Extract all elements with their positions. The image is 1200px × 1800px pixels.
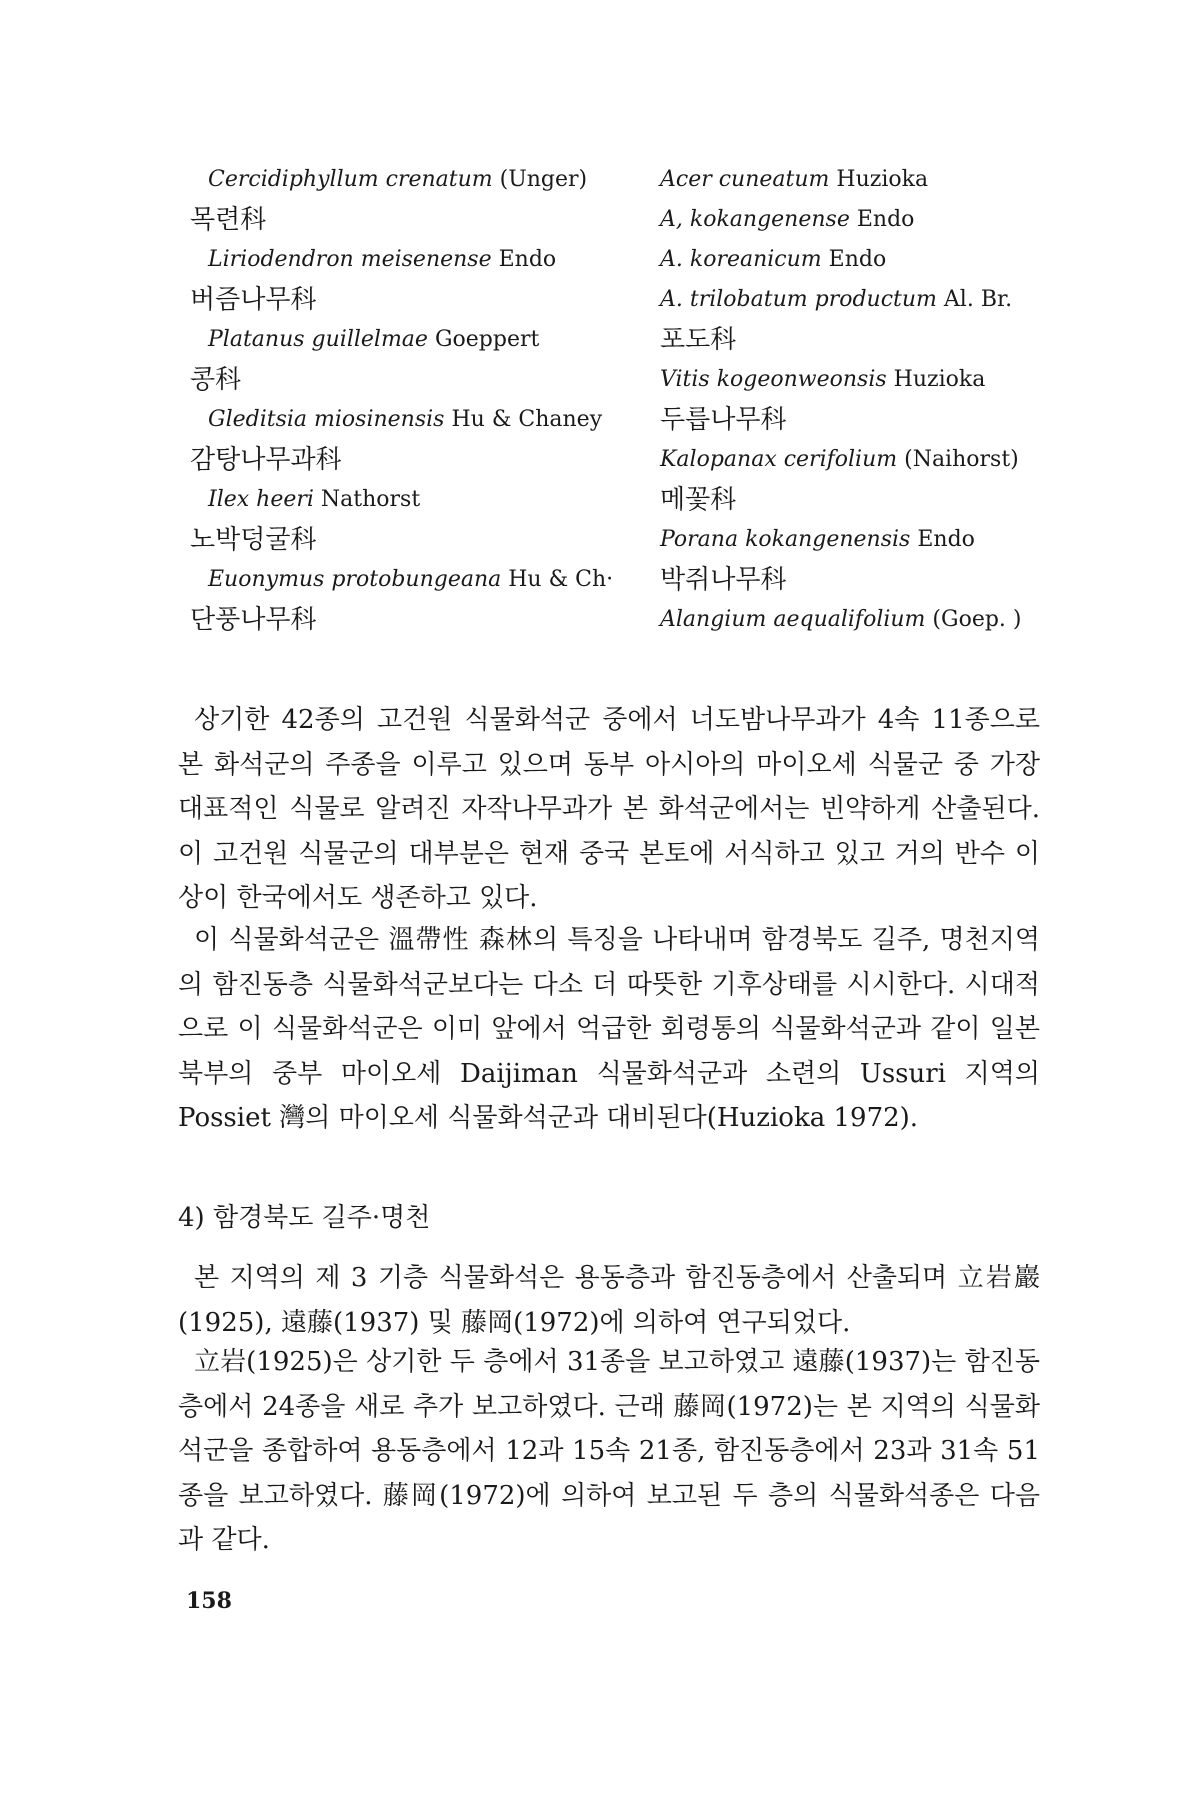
species-entry: Ilex heeri Nathorst [208,487,421,512]
species-list-left [190,160,614,640]
species-entry: A. koreanicum Endo [660,247,887,272]
family-heading: 두릅나무科 [660,405,787,435]
paragraph-text: 立岩(1925)은 상기한 두 층에서 31종을 보고하였고 遠藤(1937)는 함진동층에서 24종을 새로 추가 보고하였다. 근래 藤岡(1972)는 본 지역의 식물화석군을 종합하여 용동층에서 12과 15속 21종, 함진동층에서 23과 31속 51종을 보고하였다. 藤岡(1972)에 의하여 보고된 두 층의 식물화석종은 다음과 같다. [178,1347,1040,1555]
species-entry: Cercidiphyllum crenatum (Unger) [208,167,588,192]
species-entry: Kalopanax cerifolium (Naihorst) [660,447,1019,472]
paragraph-reports [178,1340,1040,1563]
family-heading: 단풍나무科 [190,605,317,635]
paragraph-text: 본 지역의 제 3 기층 식물화석은 용동층과 함진동층에서 산출되며 立岩巖(1925), 遠藤(1937) 및 藤岡(1972)에 의하여 연구되었다. [178,1263,1040,1338]
species-entry: Porana kokangenensis Endo [660,527,975,552]
species-entry: Vitis kogeonweonsis Huzioka [660,367,986,392]
paragraph-climate [178,918,1040,1141]
family-heading: 콩科 [190,365,242,395]
family-heading: 메꽃科 [660,485,737,515]
section-heading: 4) 함경북도 길주·명천 [178,1203,431,1233]
species-entry: Acer cuneatum Huzioka [660,167,929,192]
family-heading: 감탕나무과科 [190,445,342,475]
family-heading: 노박덩굴科 [190,525,317,555]
family-heading: 포도科 [660,325,737,355]
paragraph-text: 상기한 42종의 고건원 식물화석군 중에서 너도밤나무과가 4속 11종으로 본 화석군의 주종을 이루고 있으며 동부 아시아의 마이오세 식물군 중 가장 대표적인 식물로 알려진 자작나무과가 본 화석군에서는 빈약하게 산출된다. 이 고건원 식물군의 대부분은 현재 중국 본토에 서식하고 있고 거의 반수 이상이 한국에서도 생존하고 있다. [178,705,1040,913]
family-heading: 박쥐나무科 [660,565,787,595]
species-entry: Alangium aequalifolium (Goep. ) [660,607,1022,632]
species-list-right [660,160,1060,640]
species-entry: A, kokangenense Endo [660,207,915,232]
species-entry: Platanus guillelmae Goeppert [208,327,540,352]
species-entry: Gleditsia miosinensis Hu & Chaney [208,407,603,432]
species-entry: Liriodendron meisenense Endo [208,247,557,272]
page-number: 158 [186,1588,232,1614]
family-heading: 목련科 [190,205,267,235]
species-entry: Euonymus protobungeana Hu & Ch· [208,567,614,592]
paragraph-region [178,1256,1040,1345]
paragraph-summary [178,698,1040,921]
species-entry: A. trilobatum productum Al. Br. [660,287,1013,312]
family-heading: 버즘나무科 [190,285,317,315]
paragraph-text: 이 식물화석군은 溫帶性 森林의 특징을 나타내며 함경북도 길주, 명천지역의 함진동층 식물화석군보다는 다소 더 따뜻한 기후상태를 시시한다. 시대적으로 이 식물화석군은 이미 앞에서 억급한 회령통의 식물화석군과 같이 일본 북부의 중부 마이오세 Daijiman 식물화석군과 소련의 Ussuri 지역의 Possiet 灣의 마이오세 식물화석군과 대비된다(Huzioka 1972). [178,925,1040,1133]
